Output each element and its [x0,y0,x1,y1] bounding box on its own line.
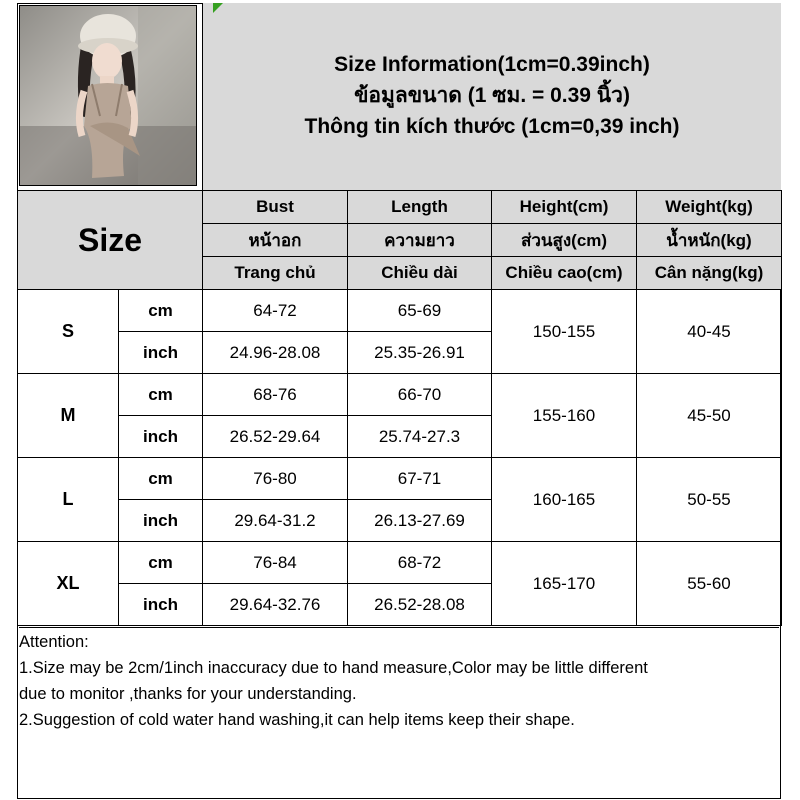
unit-cm: cm [119,290,203,332]
table-row [18,374,782,416]
attention-line-2: due to monitor ,thanks for your understanding. [19,685,357,703]
col-weight-th: น้ำหนัก(kg) [637,224,782,257]
attention-notes [19,627,779,795]
weight-cell: 45-50 [637,374,782,458]
title-english: Size Information(1cm=0.39inch) [334,53,650,76]
col-bust-th: หน้าอก [203,224,348,257]
bust-inch-cell: 29.64-32.76 [203,584,348,626]
unit-inch: inch [119,584,203,626]
size-xl-label: XL [18,542,119,626]
length-cm-cell: 67-71 [348,458,492,500]
bust-inch-cell: 29.64-31.2 [203,500,348,542]
bust-cm-cell: 76-84 [203,542,348,584]
size-info-title-box [202,3,781,190]
col-length-vi: Chiều dài [348,257,492,290]
product-photo [19,5,197,186]
length-inch-cell: 25.74-27.3 [348,416,492,458]
col-bust-en: Bust [203,191,348,224]
weight-cell: 40-45 [637,290,782,374]
unit-inch: inch [119,332,203,374]
length-inch-cell: 25.35-26.91 [348,332,492,374]
bust-cm-cell: 76-80 [203,458,348,500]
height-cell: 165-170 [492,542,637,626]
unit-cm: cm [119,458,203,500]
bust-inch-cell: 24.96-28.08 [203,332,348,374]
table-row [18,290,782,332]
unit-cm: cm [119,542,203,584]
title-thai: ข้อมูลขนาด (1 ซม. = 0.39 นิ้ว) [354,84,630,107]
header [17,3,781,190]
bust-inch-cell: 26.52-29.64 [203,416,348,458]
col-length-th: ความยาว [348,224,492,257]
col-length-en: Length [348,191,492,224]
height-cell: 160-165 [492,458,637,542]
col-height-th: ส่วนสูง(cm) [492,224,637,257]
unit-cm: cm [119,374,203,416]
size-s-label: S [18,290,119,374]
unit-inch: inch [119,500,203,542]
size-header: Size [18,191,203,290]
size-table [17,190,782,626]
attention-line-1: 1.Size may be 2cm/1inch inaccuracy due to hand measure,Color may be little different [19,659,648,677]
corner-marker [213,3,223,13]
model-photo-illustration [20,6,197,186]
col-height-vi: Chiều cao(cm) [492,257,637,290]
attention-heading: Attention: [19,633,89,651]
bust-cm-cell: 64-72 [203,290,348,332]
table-row [18,542,782,584]
weight-cell: 55-60 [637,542,782,626]
length-cm-cell: 68-72 [348,542,492,584]
height-cell: 150-155 [492,290,637,374]
col-weight-en: Weight(kg) [637,191,782,224]
col-bust-vi: Trang chủ [203,257,348,290]
length-cm-cell: 66-70 [348,374,492,416]
length-inch-cell: 26.13-27.69 [348,500,492,542]
size-table-container [17,190,781,625]
col-weight-vi: Cân nặng(kg) [637,257,782,290]
height-cell: 155-160 [492,374,637,458]
attention-line-3: 2.Suggestion of cold water hand washing,it can help items keep their shape. [19,711,575,729]
title-vietnamese: Thông tin kích thước (1cm=0,39 inch) [304,115,680,138]
length-inch-cell: 26.52-28.08 [348,584,492,626]
bust-cm-cell: 68-76 [203,374,348,416]
unit-inch: inch [119,416,203,458]
table-row [18,458,782,500]
col-height-en: Height(cm) [492,191,637,224]
size-l-label: L [18,458,119,542]
length-cm-cell: 65-69 [348,290,492,332]
weight-cell: 50-55 [637,458,782,542]
size-m-label: M [18,374,119,458]
